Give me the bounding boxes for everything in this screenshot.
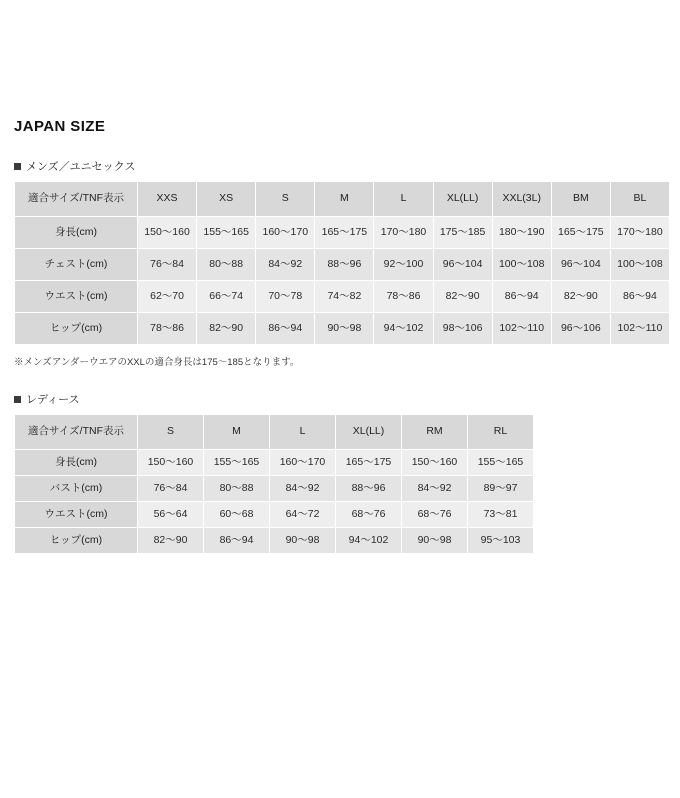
ladies-header-cell: RL	[468, 415, 534, 450]
ladies-cell: 68〜76	[336, 502, 402, 528]
mens-cell: 82〜90	[433, 281, 492, 313]
mens-header-cell: XXS	[138, 182, 197, 217]
mens-cell: 90〜98	[315, 313, 374, 345]
mens-cell: 62〜70	[138, 281, 197, 313]
ladies-header-cell: XL(LL)	[336, 415, 402, 450]
mens-note: ※メンズアンダーウエアのXXLの適合身長は175〜185となります。	[14, 357, 300, 368]
ladies-cell: 73〜81	[468, 502, 534, 528]
ladies-cell: 165〜175	[336, 450, 402, 476]
table-row	[15, 450, 534, 476]
mens-cell: 96〜106	[551, 313, 610, 345]
mens-cell: 82〜90	[197, 313, 256, 345]
mens-cell: 100〜108	[492, 249, 551, 281]
ladies-table-header-row	[15, 415, 534, 450]
ladies-cell: 155〜165	[204, 450, 270, 476]
mens-header-cell: BL	[610, 182, 669, 217]
size-chart-page	[0, 118, 680, 798]
mens-header-cell: M	[315, 182, 374, 217]
ladies-header-cell: 適合サイズ/TNF表示	[15, 415, 138, 450]
mens-cell: 160〜170	[256, 217, 315, 249]
ladies-cell: 84〜92	[270, 476, 336, 502]
mens-cell: 76〜84	[138, 249, 197, 281]
ladies-header-cell: S	[138, 415, 204, 450]
mens-cell: 80〜88	[197, 249, 256, 281]
mens-cell: 170〜180	[610, 217, 669, 249]
ladies-row-label: バスト(cm)	[15, 476, 138, 502]
mens-row-label: 身長(cm)	[15, 217, 138, 249]
ladies-cell: 155〜165	[468, 450, 534, 476]
ladies-cell: 86〜94	[204, 528, 270, 554]
mens-cell: 165〜175	[551, 217, 610, 249]
mens-cell: 96〜104	[433, 249, 492, 281]
mens-table-header-row	[15, 182, 670, 217]
mens-cell: 102〜110	[492, 313, 551, 345]
ladies-cell: 84〜92	[402, 476, 468, 502]
ladies-cell: 94〜102	[336, 528, 402, 554]
mens-row-label: ウエスト(cm)	[15, 281, 138, 313]
ladies-header-cell: RM	[402, 415, 468, 450]
ladies-size-table	[14, 414, 534, 554]
mens-cell: 86〜94	[610, 281, 669, 313]
ladies-cell: 90〜98	[270, 528, 336, 554]
mens-cell: 96〜104	[551, 249, 610, 281]
mens-header-cell: BM	[551, 182, 610, 217]
mens-cell: 66〜74	[197, 281, 256, 313]
mens-header-cell: XS	[197, 182, 256, 217]
table-row	[15, 476, 534, 502]
mens-cell: 102〜110	[610, 313, 669, 345]
mens-row-label: ヒップ(cm)	[15, 313, 138, 345]
mens-cell: 78〜86	[374, 281, 433, 313]
mens-cell: 84〜92	[256, 249, 315, 281]
ladies-cell: 95〜103	[468, 528, 534, 554]
ladies-section-label	[14, 391, 668, 407]
ladies-header-cell: L	[270, 415, 336, 450]
mens-header-cell: L	[374, 182, 433, 217]
ladies-row-label: ウエスト(cm)	[15, 502, 138, 528]
table-row	[15, 502, 534, 528]
ladies-section-label-text: レディース	[26, 394, 80, 406]
mens-cell: 180〜190	[492, 217, 551, 249]
ladies-cell: 80〜88	[204, 476, 270, 502]
mens-header-cell: XXL(3L)	[492, 182, 551, 217]
mens-cell: 150〜160	[138, 217, 197, 249]
ladies-cell: 150〜160	[138, 450, 204, 476]
mens-cell: 92〜100	[374, 249, 433, 281]
ladies-cell: 60〜68	[204, 502, 270, 528]
mens-header-cell: 適合サイズ/TNF表示	[15, 182, 138, 217]
table-row	[15, 281, 670, 313]
table-row	[15, 528, 534, 554]
page-title: JAPAN SIZE	[14, 118, 106, 135]
mens-cell: 82〜90	[551, 281, 610, 313]
bullet-square-icon	[14, 163, 21, 170]
ladies-header-cell: M	[204, 415, 270, 450]
mens-cell: 175〜185	[433, 217, 492, 249]
ladies-cell: 56〜64	[138, 502, 204, 528]
mens-cell: 98〜106	[433, 313, 492, 345]
ladies-cell: 88〜96	[336, 476, 402, 502]
mens-cell: 74〜82	[315, 281, 374, 313]
mens-header-cell: S	[256, 182, 315, 217]
bullet-square-icon	[14, 396, 21, 403]
mens-cell: 155〜165	[197, 217, 256, 249]
ladies-cell: 64〜72	[270, 502, 336, 528]
ladies-row-label: ヒップ(cm)	[15, 528, 138, 554]
mens-cell: 170〜180	[374, 217, 433, 249]
ladies-cell: 68〜76	[402, 502, 468, 528]
mens-header-cell: XL(LL)	[433, 182, 492, 217]
mens-section-label	[14, 158, 668, 174]
ladies-cell: 76〜84	[138, 476, 204, 502]
ladies-cell: 160〜170	[270, 450, 336, 476]
table-row	[15, 217, 670, 249]
mens-cell: 86〜94	[492, 281, 551, 313]
mens-size-table	[14, 181, 670, 345]
mens-cell: 88〜96	[315, 249, 374, 281]
mens-cell: 165〜175	[315, 217, 374, 249]
mens-cell: 78〜86	[138, 313, 197, 345]
ladies-cell: 150〜160	[402, 450, 468, 476]
table-row	[15, 313, 670, 345]
mens-row-label: チェスト(cm)	[15, 249, 138, 281]
mens-cell: 70〜78	[256, 281, 315, 313]
table-row	[15, 249, 670, 281]
ladies-cell: 82〜90	[138, 528, 204, 554]
mens-cell: 94〜102	[374, 313, 433, 345]
mens-cell: 86〜94	[256, 313, 315, 345]
mens-section-label-text: メンズ／ユニセックス	[26, 161, 136, 173]
ladies-row-label: 身長(cm)	[15, 450, 138, 476]
ladies-cell: 90〜98	[402, 528, 468, 554]
ladies-cell: 89〜97	[468, 476, 534, 502]
mens-cell: 100〜108	[610, 249, 669, 281]
